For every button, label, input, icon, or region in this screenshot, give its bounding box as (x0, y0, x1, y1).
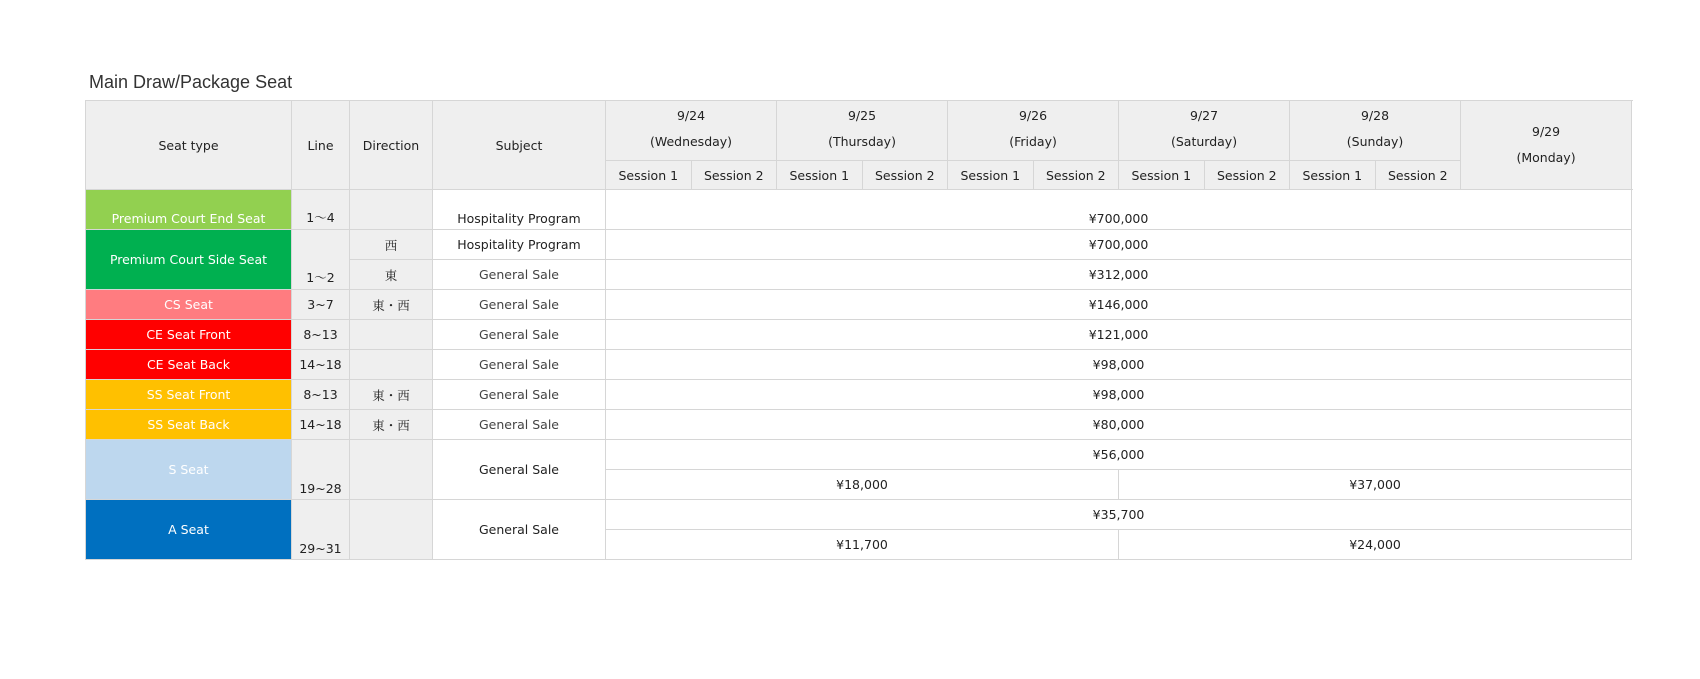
line-cell: 1～2 (292, 230, 350, 290)
header-day-0929 (1461, 101, 1632, 190)
weekday-label: (Monday) (1516, 150, 1576, 165)
line-cell: 29~31 (292, 500, 350, 560)
session-2-label: Session 2 (1204, 161, 1290, 190)
direction-cell (350, 190, 433, 230)
price-cell-first-half: ¥11,700 (606, 530, 1119, 560)
table-row (86, 350, 1632, 380)
direction-cell: 東・西 (350, 410, 433, 440)
table-row (86, 230, 1632, 260)
subject-cell: Hospitality Program (433, 230, 606, 260)
direction-cell (350, 350, 433, 380)
session-1-label: Session 1 (606, 161, 692, 190)
line-cell: 14~18 (292, 410, 350, 440)
session-2-label: Session 2 (691, 161, 777, 190)
seat-type-ce-front: CE Seat Front (86, 320, 292, 350)
session-2-label: Session 2 (1033, 161, 1119, 190)
header-day-0927 (1119, 101, 1290, 161)
price-cell: ¥700,000 (606, 230, 1632, 260)
direction-cell: 東・西 (350, 290, 433, 320)
price-cell-second-half: ¥37,000 (1119, 470, 1632, 500)
direction-cell: 西 (350, 230, 433, 260)
line-cell: 3~7 (292, 290, 350, 320)
weekday-label: (Wednesday) (649, 134, 733, 149)
subject-cell: General Sale (433, 440, 606, 500)
subject-cell: General Sale (433, 380, 606, 410)
seat-type-premium-side: Premium Court Side Seat (86, 230, 292, 290)
table-row (86, 440, 1632, 470)
table-row (86, 500, 1632, 530)
session-2-label: Session 2 (1375, 161, 1461, 190)
line-cell: 1～4 (292, 190, 350, 230)
line-cell: 8~13 (292, 320, 350, 350)
price-cell: ¥146,000 (606, 290, 1632, 320)
price-cell: ¥98,000 (606, 380, 1632, 410)
header-day-0928 (1290, 101, 1461, 161)
seat-type-a: A Seat (86, 500, 292, 560)
price-cell: ¥80,000 (606, 410, 1632, 440)
subject-cell: Hospitality Program (433, 190, 606, 230)
subject-cell: General Sale (433, 260, 606, 290)
seat-type-premium-end: Premium Court End Seat (86, 190, 292, 230)
seat-type-ce-back: CE Seat Back (86, 350, 292, 380)
direction-cell (350, 440, 433, 500)
table-row (86, 320, 1632, 350)
table-row (86, 190, 1632, 230)
header-subject: Subject (433, 101, 606, 190)
price-cell: ¥56,000 (606, 440, 1632, 470)
direction-cell (350, 500, 433, 560)
weekday-label: (Thursday) (828, 134, 896, 149)
price-cell: ¥35,700 (606, 500, 1632, 530)
price-cell: ¥700,000 (606, 190, 1632, 230)
header-row (86, 101, 1632, 161)
subject-cell: General Sale (433, 320, 606, 350)
line-cell: 8~13 (292, 380, 350, 410)
direction-cell: 東 (350, 260, 433, 290)
weekday-label: (Friday) (1009, 134, 1057, 149)
line-cell: 19~28 (292, 440, 350, 500)
page-title: Main Draw/Package Seat (89, 72, 293, 92)
header-day-0925 (777, 101, 948, 161)
date-label: 9/27 (1189, 108, 1219, 123)
date-label: 9/26 (1018, 108, 1048, 123)
price-cell: ¥121,000 (606, 320, 1632, 350)
date-label: 9/29 (1532, 124, 1561, 139)
price-cell-first-half: ¥18,000 (606, 470, 1119, 500)
session-1-label: Session 1 (1119, 161, 1205, 190)
seat-type-ss-front: SS Seat Front (86, 380, 292, 410)
subject-cell: General Sale (433, 500, 606, 560)
session-1-label: Session 1 (1290, 161, 1376, 190)
header-day-0926 (948, 101, 1119, 161)
seat-type-s: S Seat (86, 440, 292, 500)
table-row (86, 290, 1632, 320)
header-direction: Direction (350, 101, 433, 190)
date-label: 9/25 (847, 108, 877, 123)
subject-cell: General Sale (433, 410, 606, 440)
subject-cell: General Sale (433, 350, 606, 380)
date-label: 9/24 (676, 108, 706, 123)
session-1-label: Session 1 (948, 161, 1034, 190)
seat-type-cs: CS Seat (86, 290, 292, 320)
weekday-label: (Saturday) (1170, 134, 1238, 149)
direction-cell (350, 320, 433, 350)
price-cell: ¥312,000 (606, 260, 1632, 290)
table-row (86, 410, 1632, 440)
table-row (86, 380, 1632, 410)
session-2-label: Session 2 (862, 161, 948, 190)
seat-type-ss-back: SS Seat Back (86, 410, 292, 440)
header-seat-type: Seat type (86, 101, 292, 190)
header-day-0924 (606, 101, 777, 161)
subject-cell: General Sale (433, 290, 606, 320)
price-cell-second-half: ¥24,000 (1119, 530, 1632, 560)
weekday-label: (Sunday) (1346, 134, 1404, 149)
date-label: 9/28 (1360, 108, 1390, 123)
direction-cell: 東・西 (350, 380, 433, 410)
seat-price-table (85, 100, 1632, 560)
line-cell: 14~18 (292, 350, 350, 380)
session-1-label: Session 1 (777, 161, 863, 190)
header-line: Line (292, 101, 350, 190)
price-cell: ¥98,000 (606, 350, 1632, 380)
